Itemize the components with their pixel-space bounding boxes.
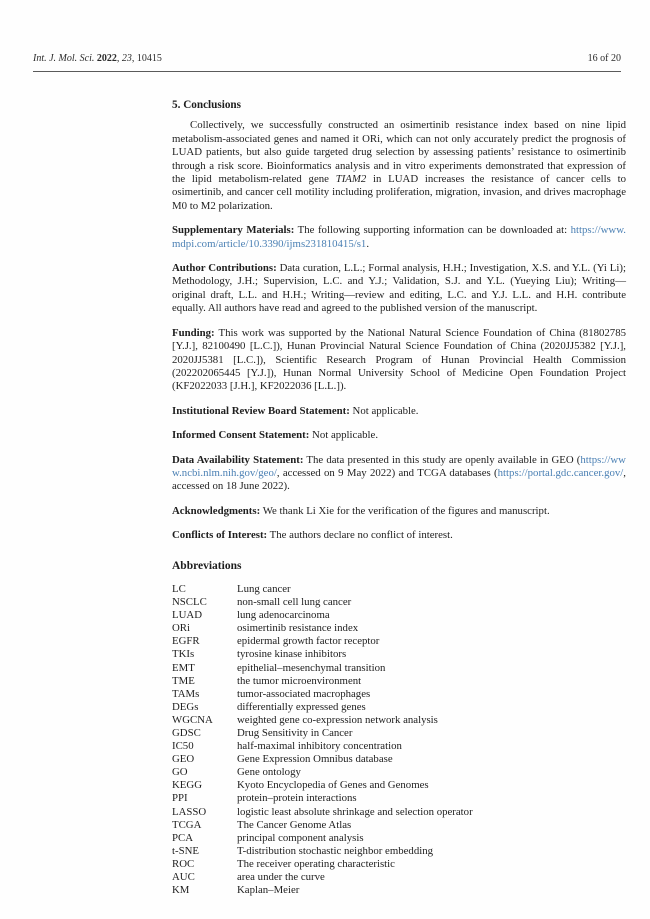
abbreviation-term: DEGs bbox=[172, 700, 199, 713]
abbreviation-row bbox=[172, 727, 626, 740]
statement-label: Acknowledgments: bbox=[172, 504, 261, 517]
abbreviation-row bbox=[172, 858, 626, 871]
abbreviation-term: EGFR bbox=[172, 635, 200, 648]
abbreviation-definition: logistic least absolute shrinkage and selection operator bbox=[237, 805, 473, 818]
abbreviation-definition: tyrosine kinase inhibitors bbox=[237, 648, 347, 661]
abbreviation-row bbox=[172, 609, 626, 622]
abbreviations-heading: Abbreviations bbox=[172, 559, 242, 572]
abbreviation-term: TCGA bbox=[172, 818, 202, 831]
section-heading-conclusions: 5. Conclusions bbox=[172, 99, 242, 111]
abbreviation-definition: protein–protein interactions bbox=[237, 792, 357, 805]
abbreviation-row bbox=[172, 845, 626, 858]
supplementary-materials-link[interactable]: https://www.mdpi.com/article/10.3390/ijms231810415/s1 bbox=[172, 224, 626, 250]
abbreviation-definition: principal component analysis bbox=[237, 831, 364, 844]
abbreviation-definition: The Cancer Genome Atlas bbox=[237, 818, 352, 831]
journal-name: Int. J. Mol. Sci. bbox=[33, 53, 95, 64]
abbreviation-term: LUAD bbox=[172, 609, 202, 622]
abbreviation-term: GO bbox=[172, 766, 188, 779]
abbreviation-row bbox=[172, 675, 626, 688]
abbreviation-term: KEGG bbox=[172, 779, 202, 792]
journal-citation: Int. J. Mol. Sci. 2022, 23, 10415 bbox=[33, 53, 162, 64]
abbreviation-row bbox=[172, 583, 626, 596]
abbreviation-definition: T-distribution stochastic neighbor embedding bbox=[237, 844, 434, 857]
abbreviation-term: NSCLC bbox=[172, 596, 207, 609]
abbreviation-row bbox=[172, 635, 626, 648]
abbreviation-row bbox=[172, 779, 626, 792]
abbreviation-definition: Drug Sensitivity in Cancer bbox=[237, 727, 353, 739]
statement-institutional-review-board: Institutional Review Board Statement: Not applicable. bbox=[172, 404, 419, 417]
abbreviation-definition: epithelial–mesenchymal transition bbox=[237, 661, 386, 674]
abbreviation-row bbox=[172, 806, 626, 819]
abbreviation-term: IC50 bbox=[172, 740, 194, 753]
abbreviation-term: WGCNA bbox=[172, 713, 213, 726]
abbreviation-row bbox=[172, 622, 626, 635]
abbreviation-definition: half-maximal inhibitory concentration bbox=[237, 740, 402, 753]
abbreviation-row bbox=[172, 648, 626, 661]
abbreviation-definition: area under the curve bbox=[237, 871, 325, 884]
abbreviation-row bbox=[172, 701, 626, 714]
statement-author-contributions: Author Contributions: Data curation, L.L.; Formal analysis, H.H.; Investigation, X.S. and Y.L. (Yi Li); Methodology, J.H.; Supervision, L.C. and Y.J.; Validation, S.J. and Y.L. (Yueying Liu); Writing—original draft, L.L. and H.H.; Writing—review and editing, L.C. and Y.J. L.L. and H.H. contribute equally. All authors have read and agreed to the published version of the manuscript. bbox=[172, 262, 626, 315]
statement-label: Funding: bbox=[172, 326, 215, 339]
journal-year: 2022 bbox=[96, 53, 117, 64]
statement-funding: Funding: This work was supported by the National Natural Science Foundation of China (81802785 [Y.J.], 82100490 [L.C.]), Hunan Provincial Natural Science Foundation of China (2020JJ5382 [Y.J.], 2020JJ5381 [L.C.]), Scientific Research Program of Hunan Provincial Health Commission (202202065445 [Y.J.]), Hunan Normal University School of Medicine Open Foundation Project (KF2022033 [J.H.], KF2022036 [L.L.]). bbox=[172, 326, 626, 393]
statement-conflicts-of-interest: Conflicts of Interest: The authors declare no conflict of interest. bbox=[172, 529, 453, 542]
conclusions-paragraph: Collectively, we successfully constructed an osimertinib resistance index based on nine lipid metabolism-associated genes and named it ORi, which can not only accurately predict the prognosis of LUAD patients, but also guide targeted drug selection by assessing patients’ resistance to osimertinib through a risk score. Bioinformatics analysis and in vitro experiments demonstrated that expression of the lipid metabolism-related gene TIAM2 in LUAD increases the resistance of cancer cells to osimertinib, and cancer cell motility including proliferation, migration, invasion, and drives macrophage M0 to M2 polarization. bbox=[172, 119, 626, 212]
abbreviation-term: PPI bbox=[172, 792, 188, 805]
geo-database-link[interactable]: https://www.ncbi.nlm.nih.gov/geo/ bbox=[172, 453, 626, 479]
abbreviation-row bbox=[172, 819, 626, 832]
article-content bbox=[172, 99, 626, 897]
abbreviation-definition: Kaplan–Meier bbox=[237, 884, 300, 897]
abbreviation-row bbox=[172, 688, 626, 701]
statement-informed-consent: Informed Consent Statement: Not applicable. bbox=[172, 429, 379, 442]
abbreviations-section bbox=[172, 560, 626, 898]
abbreviation-definition: Gene ontology bbox=[237, 766, 301, 779]
abbreviation-row bbox=[172, 766, 626, 779]
statement-label: Conflicts of Interest: bbox=[172, 529, 268, 542]
page-number: 16 of 20 bbox=[587, 53, 621, 64]
abbreviation-definition: The receiver operating characteristic bbox=[237, 857, 395, 870]
abbreviation-term: LC bbox=[172, 582, 186, 595]
abbreviation-row bbox=[172, 753, 626, 766]
abbreviation-term: KM bbox=[172, 884, 190, 897]
statement-supplementary-materials: Supplementary Materials: The following supporting information can be downloaded at: https://www.mdpi.com/article/10.3390/ijms231810415/s1. bbox=[172, 224, 626, 250]
abbreviation-term: EMT bbox=[172, 661, 195, 674]
abbreviation-definition: the tumor microenvironment bbox=[237, 674, 362, 687]
abbreviation-definition: differentially expressed genes bbox=[237, 700, 366, 713]
statement-data-availability: Data Availability Statement: The data presented in this study are openly available in GEO (https://www.ncbi.nlm.nih.gov/geo/, accessed on 9 May 2022) and TCGA databases (https://portal.gdc.cancer.gov/, accessed on 18 June 2022). bbox=[172, 453, 626, 493]
abbreviation-definition: epidermal growth factor receptor bbox=[237, 635, 380, 648]
abbreviation-term: ROC bbox=[172, 857, 195, 870]
abbreviation-term: ORi bbox=[172, 622, 190, 635]
abbreviation-row bbox=[172, 596, 626, 609]
abbreviation-term: TKIs bbox=[172, 648, 195, 661]
abbreviation-term: LASSO bbox=[172, 805, 207, 818]
article-id: 10415 bbox=[136, 53, 162, 64]
abbreviation-definition: lung adenocarcinoma bbox=[237, 609, 330, 622]
statement-label: Author Contributions: bbox=[172, 262, 277, 275]
abbreviation-definition: tumor-associated macrophages bbox=[237, 687, 371, 700]
abbreviation-term: TME bbox=[172, 674, 195, 687]
abbreviation-row bbox=[172, 884, 626, 897]
abbreviation-term: GDSC bbox=[172, 727, 201, 739]
statement-label: Supplementary Materials: bbox=[172, 224, 295, 237]
abbreviation-row bbox=[172, 662, 626, 675]
statement-label: Data Availability Statement: bbox=[172, 453, 304, 466]
abbreviation-term: PCA bbox=[172, 831, 194, 844]
abbreviation-definition: non-small cell lung cancer bbox=[237, 596, 352, 609]
abbreviation-definition: Gene Expression Omnibus database bbox=[237, 753, 393, 766]
abbreviation-definition: osimertinib resistance index bbox=[237, 622, 359, 635]
abbreviation-term: TAMs bbox=[172, 687, 200, 700]
abbreviation-definition: weighted gene co-expression network analysis bbox=[237, 713, 438, 726]
page-header bbox=[33, 53, 621, 72]
abbreviation-row bbox=[172, 740, 626, 753]
abbreviation-row bbox=[172, 832, 626, 845]
statement-acknowledgments: Acknowledgments: We thank Li Xie for the verification of the figures and manuscript. bbox=[172, 504, 550, 517]
journal-volume: 23 bbox=[121, 53, 132, 64]
abbreviation-definition: Kyoto Encyclopedia of Genes and Genomes bbox=[237, 779, 429, 792]
abbreviation-row bbox=[172, 792, 626, 805]
abbreviation-term: GEO bbox=[172, 753, 195, 766]
tcga-database-link[interactable]: https://portal.gdc.cancer.gov/ bbox=[497, 466, 624, 479]
gene-name-italic: TIAM2 bbox=[335, 173, 367, 186]
statement-label: Informed Consent Statement: bbox=[172, 429, 310, 442]
abbreviation-term: AUC bbox=[172, 871, 195, 884]
statement-label: Institutional Review Board Statement: bbox=[172, 404, 350, 417]
abbreviation-definition: Lung cancer bbox=[237, 582, 291, 595]
abbreviation-term: t-SNE bbox=[172, 844, 199, 857]
abbreviation-row bbox=[172, 871, 626, 884]
abbreviation-row bbox=[172, 714, 626, 727]
